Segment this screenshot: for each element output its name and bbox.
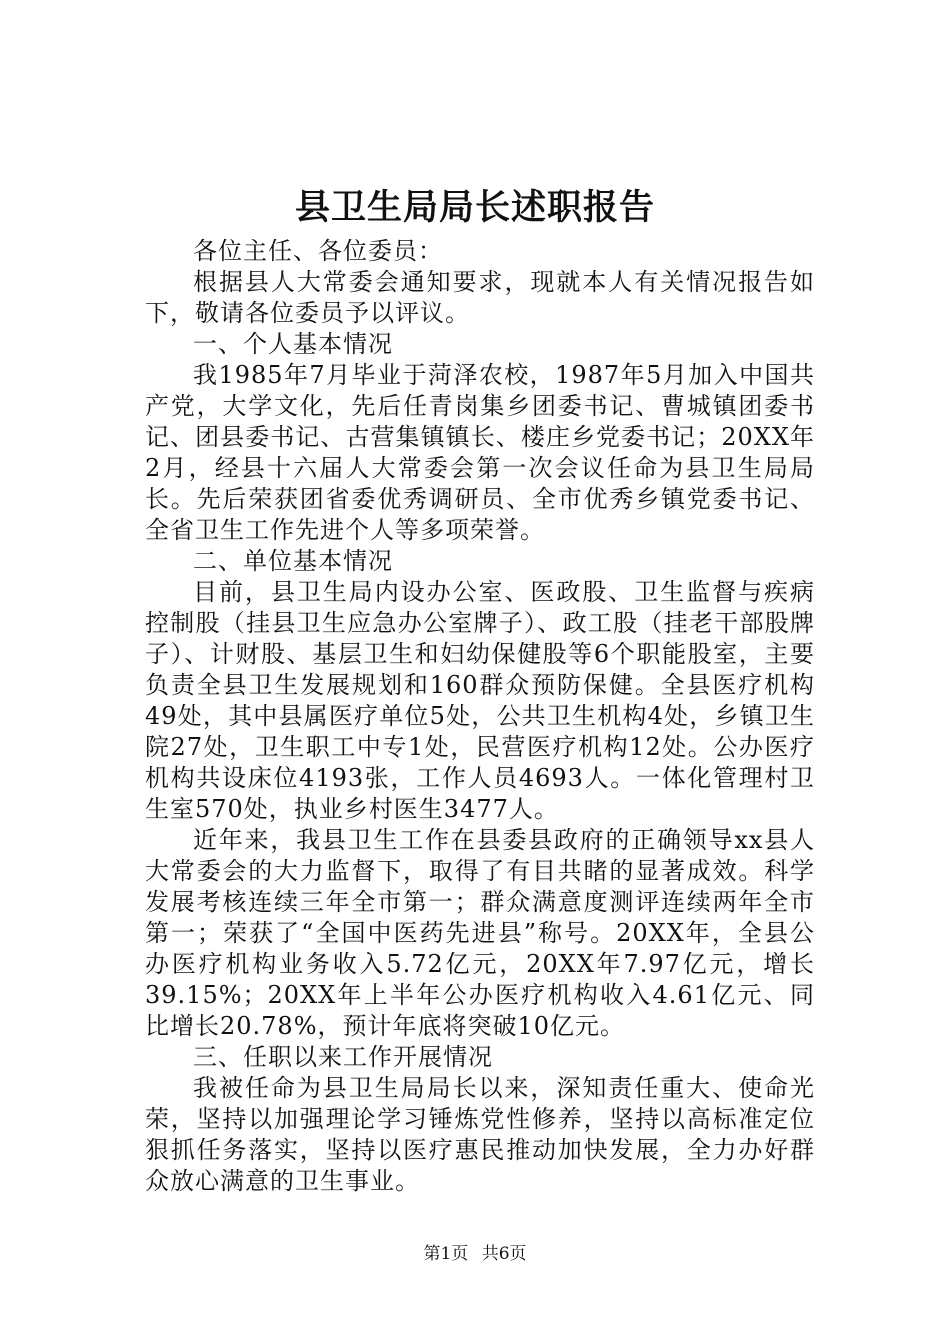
work-paragraph: 我被任命为县卫生局局长以来，深知责任重大、使命光荣，坚持以加强理论学习锤炼党性修养，坚持以高标准定位狠抓任务落实，坚持以医疗惠民推动加快发展，全力办好群众放心满意的卫生事业。 xyxy=(145,1074,815,1195)
page-footer xyxy=(0,1243,950,1265)
document-body xyxy=(145,236,815,1197)
personal-info-paragraph: 我1985年7月毕业于菏泽农校，1987年5月加入中国共产党，大学文化，先后任青岗集乡团委书记、曹城镇团委书记、团县委书记、古营集镇镇长、楼庄乡党委书记；20XX年2月，经县十六届人大常委会第一次会议任命为县卫生局局长。先后荣获团省委优秀调研员、全市优秀乡镇党委书记、全省卫生工作先进个人等多项荣誉。 xyxy=(145,361,815,544)
document-title: 县卫生局局长述职报告 xyxy=(294,187,655,228)
section-heading-unit: 二、单位基本情况 xyxy=(193,547,393,575)
page-number: 第1页 xyxy=(423,1244,469,1264)
section-heading-personal: 一、个人基本情况 xyxy=(193,330,393,358)
achievements-paragraph: 近年来，我县卫生工作在县委县政府的正确领导xx县人大常委会的大力监督下，取得了有目共睹的显著成效。科学发展考核连续三年全市第一；群众满意度测评连续两年全市第一；荣获了“全国中医药先进县”称号。20XX年，全县公办医疗机构业务收入5.72亿元，20XX年7.97亿元，增长39.15%；20XX年上半年公办医疗机构收入4.61亿元、同比增长20.78%，预计年底将突破10亿元。 xyxy=(145,826,815,1040)
salutation: 各位主任、各位委员： xyxy=(193,237,443,265)
unit-info-paragraph: 目前，县卫生局内设办公室、医政股、卫生监督与疾病控制股（挂县卫生应急办公室牌子）、政工股（挂老干部股牌子）、计财股、基层卫生和妇幼保健股等6个职能股室，主要负责全县卫生发展规划和160群众预防保健。全县医疗机构49处，其中县属医疗单位5处，公共卫生机构4处，乡镇卫生院27处，卫生职工中专1处，民营医疗机构12处。公办医疗机构共设床位4193张，工作人员4693人。一体化管理村卫生室570处，执业乡村医生3477人。 xyxy=(145,578,815,823)
intro-paragraph: 根据县人大常委会通知要求，现就本人有关情况报告如下，敬请各位委员予以评议。 xyxy=(145,268,815,327)
page-total: 共6页 xyxy=(481,1244,527,1264)
section-heading-work: 三、任职以来工作开展情况 xyxy=(193,1043,493,1071)
